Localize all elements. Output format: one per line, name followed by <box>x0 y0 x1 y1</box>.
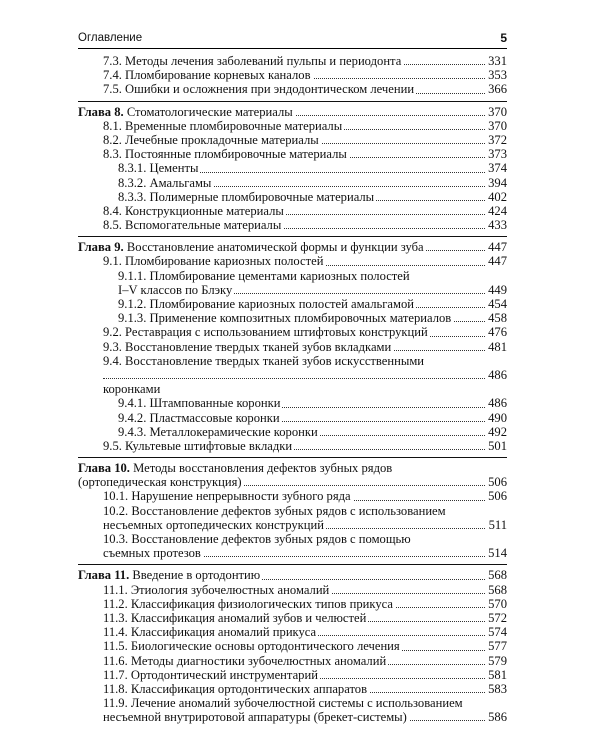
toc-entry-text: 10.1. Нарушение непрерывности зубного ряда <box>103 489 351 504</box>
toc-entry[interactable] <box>78 218 507 232</box>
toc-entry-label <box>103 119 344 133</box>
toc-entry-text: 11.2. Классификация физиологических типов прикуса <box>103 596 393 611</box>
toc-entry[interactable] <box>78 696 507 710</box>
toc-entry-text: 7.5. Ошибки и осложнения при эндодонтическом лечении <box>103 82 415 97</box>
toc-entry-text: 8.1. Временные пломбировочные материалы <box>103 118 343 133</box>
toc-entry-text: Восстановление анатомической формы и функции зуба <box>126 240 424 255</box>
toc-entry[interactable] <box>78 532 507 546</box>
toc-chapter-entry[interactable] <box>78 105 507 119</box>
toc-entry[interactable] <box>78 325 507 339</box>
toc-entry[interactable] <box>78 311 507 325</box>
toc-entry[interactable] <box>78 668 507 682</box>
toc-entry-text: 9.5. Культевые штифтовые вкладки <box>103 438 293 453</box>
toc-page-number: 447 <box>485 240 507 254</box>
toc-entry[interactable] <box>78 119 507 133</box>
toc-entry-text: Введение в ортодонтию <box>132 568 261 583</box>
section-divider <box>78 457 507 458</box>
toc-page-number: 574 <box>485 625 507 639</box>
toc-entry-label <box>103 325 430 339</box>
toc-page-number: 514 <box>485 546 507 560</box>
toc-entry-text: коронками <box>103 382 161 397</box>
toc-entry-text: 9.1.3. Применение композитных пломбировочных материалов <box>118 311 452 326</box>
section-divider <box>78 564 507 565</box>
toc-entry-label <box>103 518 326 532</box>
toc-entry[interactable] <box>78 583 507 597</box>
toc-entry[interactable] <box>78 439 507 453</box>
toc-entry-label <box>103 439 294 453</box>
toc-entry-label <box>78 105 295 119</box>
toc-entry[interactable] <box>78 597 507 611</box>
toc-entry[interactable] <box>78 396 507 410</box>
toc-entry[interactable] <box>78 283 507 297</box>
toc-entry-label <box>103 54 403 68</box>
toc-page-number: 506 <box>485 475 507 489</box>
toc-entry-text: 8.3.1. Цементы <box>118 161 199 176</box>
toc-entry-text: 8.3. Постоянные пломбировочные материалы <box>103 147 347 162</box>
toc-entry[interactable] <box>78 625 507 639</box>
dot-leader <box>103 378 507 379</box>
toc-page-number: 492 <box>485 425 507 439</box>
toc-entry-label <box>103 597 395 611</box>
toc-entry-text: 8.4. Конструкционные материалы <box>103 203 284 218</box>
toc-entry-text: I–V классов по Блэку <box>118 282 233 297</box>
toc-entry-label <box>103 147 349 161</box>
toc-entry-label <box>118 269 410 283</box>
toc-entry-label <box>103 354 424 368</box>
section-divider <box>78 101 507 102</box>
toc-entry-text: 11.4. Классификация аномалий прикуса <box>103 625 317 640</box>
toc-entry-label <box>103 382 160 396</box>
toc-entry-label <box>103 133 321 147</box>
toc-entry-label <box>103 611 368 625</box>
toc-page-number: 570 <box>485 597 507 611</box>
toc-entry-label <box>103 82 416 96</box>
toc-entry-label <box>78 568 262 582</box>
toc-page-number: 449 <box>485 283 507 297</box>
toc-page-number: 486 <box>485 396 507 410</box>
toc-entry-label <box>118 311 453 325</box>
toc-entry-text: 9.4. Восстановление твердых тканей зубов искусственными <box>103 353 425 368</box>
toc-entry-text: 11.8. Классификация ортодонтических аппаратов <box>103 681 368 696</box>
toc-entry-label <box>103 710 409 724</box>
toc-page-number: 433 <box>485 218 507 232</box>
toc-entry-text: несъемных ортопедических конструкций <box>103 517 324 532</box>
chapter-number: Глава 11. <box>78 568 130 583</box>
toc-entry-label <box>78 461 392 475</box>
toc-entry-text: 11.6. Методы диагностики зубочелюстных аномалий <box>103 653 387 668</box>
toc-page-number: 581 <box>485 668 507 682</box>
toc-entry-label <box>103 654 388 668</box>
toc-entry-label <box>103 668 320 682</box>
toc-page-number: 402 <box>485 190 507 204</box>
toc-entry[interactable] <box>78 133 507 147</box>
toc-entry-text: 9.1.2. Пломбирование кариозных полостей амальгамой <box>118 297 414 311</box>
toc-page-number: 331 <box>485 54 507 68</box>
toc-entry-text: 9.4.2. Пластмассовые коронки <box>118 410 280 425</box>
running-header <box>78 30 507 49</box>
toc-entry-text: 8.3.3. Полимерные пломбировочные материалы <box>118 189 375 204</box>
toc-page-number: 511 <box>486 518 507 532</box>
toc-page-number: 486 <box>485 368 507 382</box>
toc-entry[interactable] <box>78 68 507 82</box>
toc-entry-label <box>103 625 318 639</box>
toc-page-number: 458 <box>485 311 507 325</box>
toc-entry[interactable] <box>78 54 507 68</box>
toc-entry-text: 7.3. Методы лечения заболеваний пульпы и периодонта <box>103 54 402 68</box>
toc-page-number: 579 <box>485 654 507 668</box>
toc-entry[interactable] <box>78 425 507 439</box>
toc-chapter-entry[interactable] <box>78 568 507 582</box>
toc-page-number: 424 <box>485 204 507 218</box>
toc-entry[interactable] <box>78 204 507 218</box>
toc-entry-text: 9.4.3. Металлокерамические коронки <box>118 424 318 439</box>
toc-entry[interactable] <box>78 176 507 190</box>
toc-page-number: 568 <box>485 583 507 597</box>
toc-entry-text: 11.9. Лечение аномалий зубочелюстной системы с использованием <box>103 696 463 711</box>
toc-entry[interactable] <box>78 710 507 724</box>
toc-entry[interactable] <box>78 269 507 283</box>
toc-entry-text: (ортопедическая конструкция) <box>78 475 242 490</box>
toc-entry-text: 8.5. Вспомогательные материалы <box>103 218 282 233</box>
toc-entry-label <box>118 297 416 311</box>
toc-entry-text: несъемной внутриротовой аппаратуры (брекет-системы) <box>103 710 407 725</box>
toc-page-number: 454 <box>485 297 507 311</box>
toc-entry[interactable] <box>78 489 507 503</box>
toc-entry-label <box>118 283 234 297</box>
toc-entry-label <box>103 546 203 560</box>
toc-page-number: 506 <box>485 489 507 503</box>
toc-entry[interactable] <box>78 354 507 368</box>
running-header-title: Оглавление <box>78 32 143 44</box>
toc-page-number: 490 <box>485 411 507 425</box>
toc-entry-label <box>118 425 320 439</box>
toc-entry[interactable] <box>78 639 507 653</box>
toc-entry[interactable] <box>78 411 507 425</box>
toc-page-number: 568 <box>485 568 507 582</box>
toc-entry-label <box>103 489 353 503</box>
toc-entry-label <box>103 682 369 696</box>
toc-entry[interactable] <box>78 297 507 311</box>
toc-entry-label <box>103 254 325 268</box>
toc-entry-label <box>78 475 244 489</box>
toc-entry-text: 9.1.1. Пломбирование цементами кариозных полостей <box>118 268 410 283</box>
toc-entry-label <box>103 204 286 218</box>
toc-entry-text: 11.5. Биологические основы ортодонтического лечения <box>103 639 400 654</box>
toc-entry[interactable] <box>78 382 507 396</box>
toc-entry-text: 10.3. Восстановление дефектов зубных рядов с помощью <box>103 532 411 546</box>
toc-page-number: 370 <box>485 119 507 133</box>
toc-entry-label <box>103 218 283 232</box>
toc-entry[interactable] <box>78 82 507 96</box>
table-of-contents <box>78 54 507 724</box>
toc-entry-text: 9.3. Восстановление твердых тканей зубов вкладками <box>103 339 392 354</box>
toc-entry[interactable] <box>78 161 507 175</box>
toc-entry-text: Методы восстановления дефектов зубных рядов <box>133 461 393 476</box>
toc-entry-text: 11.1. Этиология зубочелюстных аномалий <box>103 582 330 597</box>
toc-entry-label <box>103 639 402 653</box>
toc-entry-text: 10.2. Восстановление дефектов зубных рядов с использованием <box>103 503 446 518</box>
toc-entry-text: Стоматологические материалы <box>126 104 293 119</box>
toc-page-number: 353 <box>485 68 507 82</box>
toc-page-number: 572 <box>485 611 507 625</box>
toc-entry[interactable] <box>78 682 507 696</box>
toc-entry-text: 9.4.1. Штампованные коронки <box>118 396 281 411</box>
toc-page-number: 373 <box>485 147 507 161</box>
toc-entry-label <box>118 411 282 425</box>
toc-entry[interactable] <box>78 475 507 489</box>
toc-entry-label <box>118 396 282 410</box>
chapter-number: Глава 10. <box>78 461 130 476</box>
toc-entry-label <box>118 190 376 204</box>
toc-entry-text: 9.2. Реставрация с использованием штифтовых конструкций <box>103 325 428 340</box>
toc-page-number: 476 <box>485 325 507 339</box>
toc-page-number: 583 <box>485 682 507 696</box>
toc-entry[interactable] <box>78 147 507 161</box>
toc-page-number: 366 <box>485 82 507 96</box>
toc-page-number: 394 <box>485 176 507 190</box>
toc-entry-text: 11.3. Классификация аномалий зубов и челюстей <box>103 610 367 625</box>
toc-page-number: 447 <box>485 254 507 268</box>
toc-entry[interactable] <box>78 340 507 354</box>
toc-entry-label <box>103 532 411 546</box>
toc-entry[interactable] <box>78 504 507 518</box>
toc-entry-label <box>118 176 213 190</box>
toc-entry-label <box>78 240 426 254</box>
toc-entry-label <box>103 583 331 597</box>
toc-entry-label <box>103 696 463 710</box>
toc-entry[interactable] <box>78 654 507 668</box>
toc-entry-text: 8.2. Лечебные прокладочные материалы <box>103 132 319 147</box>
toc-entry[interactable] <box>78 254 507 268</box>
toc-entry-text: 9.1. Пломбирование кариозных полостей <box>103 254 324 269</box>
toc-page-number: 372 <box>485 133 507 147</box>
toc-chapter-entry[interactable] <box>78 240 507 254</box>
toc-chapter-entry[interactable] <box>78 461 507 475</box>
toc-entry-text: 8.3.2. Амальгамы <box>118 175 212 190</box>
toc-entry-label <box>103 68 313 82</box>
toc-entry-text: 7.4. Пломбирование корневых каналов <box>103 68 311 83</box>
toc-page-number: 577 <box>485 639 507 653</box>
toc-entry[interactable] <box>78 546 507 560</box>
toc-entry-label <box>103 504 446 518</box>
toc-entry[interactable] <box>78 611 507 625</box>
section-divider <box>78 236 507 237</box>
toc-entry-label <box>118 161 200 175</box>
chapter-number: Глава 9. <box>78 240 124 255</box>
toc-page-number: 501 <box>485 439 507 453</box>
toc-entry[interactable] <box>78 518 507 532</box>
chapter-number: Глава 8. <box>78 104 124 119</box>
page-number: 5 <box>500 31 507 45</box>
toc-entry-text: съемных протезов <box>103 546 201 561</box>
toc-page-number: 370 <box>485 105 507 119</box>
toc-entry-text: 11.7. Ортодонтический инструментарий <box>103 667 318 682</box>
toc-page-number: 586 <box>485 710 507 724</box>
toc-page-number: 481 <box>485 340 507 354</box>
toc-entry[interactable] <box>78 368 507 382</box>
toc-page-number: 374 <box>485 161 507 175</box>
toc-entry[interactable] <box>78 190 507 204</box>
toc-entry-label <box>103 340 393 354</box>
